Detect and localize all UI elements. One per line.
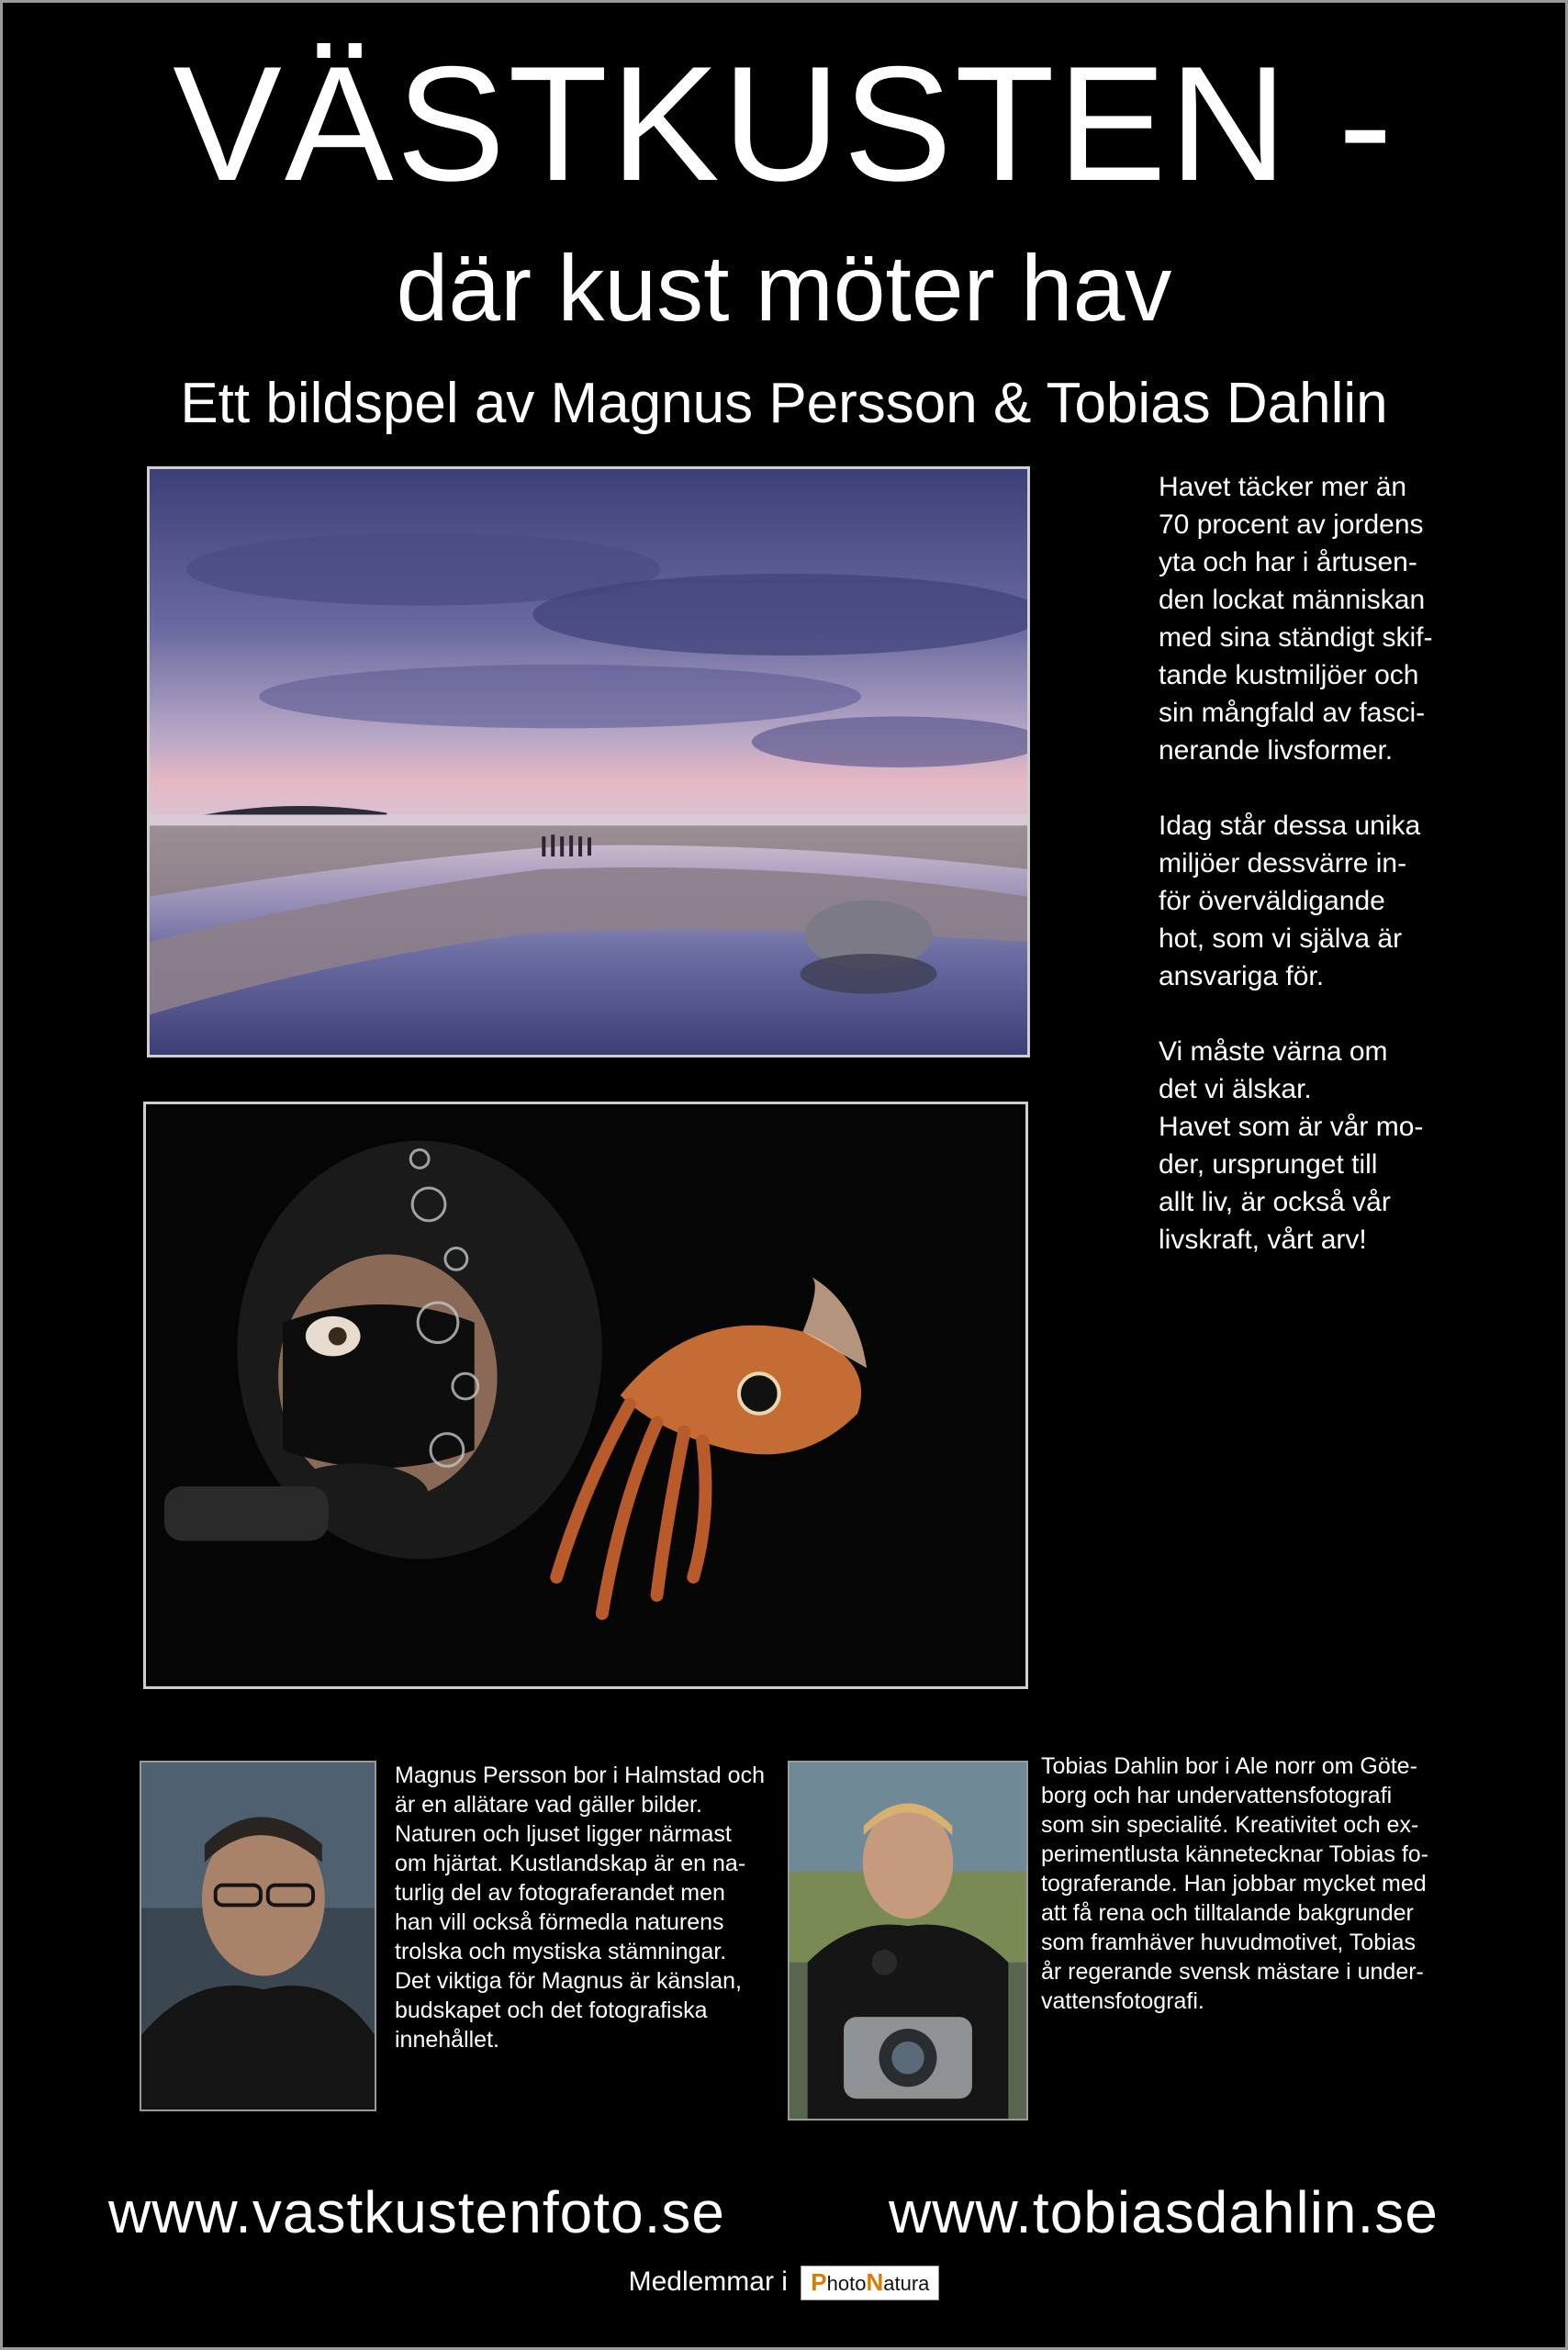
magnus-persson-portrait — [140, 1761, 376, 2111]
intro-paragraph: Idag står dessa unika miljöer dessvärre in- för överväldigande hot, som vi själva är ansvariga för. — [1159, 811, 1421, 991]
coastal-landscape-photo — [147, 466, 1030, 1058]
diver-and-squid-photo — [143, 1102, 1028, 1689]
tobias-bio: Tobias Dahlin bor i Ale norr om Göte- borg och har undervattensfotografi som sin specialité. Kreativitet och ex- perimentlusta kännetecknar Tobias fo- tograferande. Han jobbar mycket med att få rena och tilltalande bakgrunder som framhäver huvudmotivet, Tobias år regerande svensk mästare i under- vattensfotografi. — [1041, 1753, 1428, 2014]
poster-subtitle: där kust möter hav — [396, 236, 1172, 341]
magnus-bio: Magnus Persson bor i Halmstad och är en allätare vad gäller bilder. Naturen och ljuset ligger närmast om hjärtat. Kustlandskap är en na- turlig del av fotograferandet men han vill också förmedla naturens trolska och mystiska stämningar. Det viktiga för Magnus är känslan, budskapet och det fotografiska innehållet. — [395, 1762, 765, 2053]
website-link-tobiasdahlin[interactable]: www.tobiasdahlin.se — [889, 2179, 1439, 2245]
intro-text — [1159, 468, 1489, 1296]
poster-title: VÄSTKUSTEN - — [173, 32, 1395, 215]
photonatura-logo: PhotoNatura — [801, 2266, 939, 2300]
intro-paragraph: Vi måste värna om det vi älskar. Havet som är vår mo- der, ursprunget till allt liv, är också vår livskraft, vårt arv! — [1159, 1036, 1424, 1255]
website-link-vastkustenfoto[interactable]: www.vastkustenfoto.se — [108, 2179, 725, 2245]
intro-paragraph: Havet täcker mer än 70 procent av jordens yta och har i årtusen- den lockat människan med sina ständigt skif- tande kustmiljöer och sin mångfald av fasci- nerande livsformer. — [1159, 472, 1433, 766]
members-label: Medlemmar i — [628, 2266, 788, 2297]
tobias-dahlin-portrait — [788, 1761, 1028, 2121]
poster-byline: Ett bildspel av Magnus Persson & Tobias Dahlin — [180, 372, 1388, 435]
membership-line — [0, 2264, 1568, 2300]
